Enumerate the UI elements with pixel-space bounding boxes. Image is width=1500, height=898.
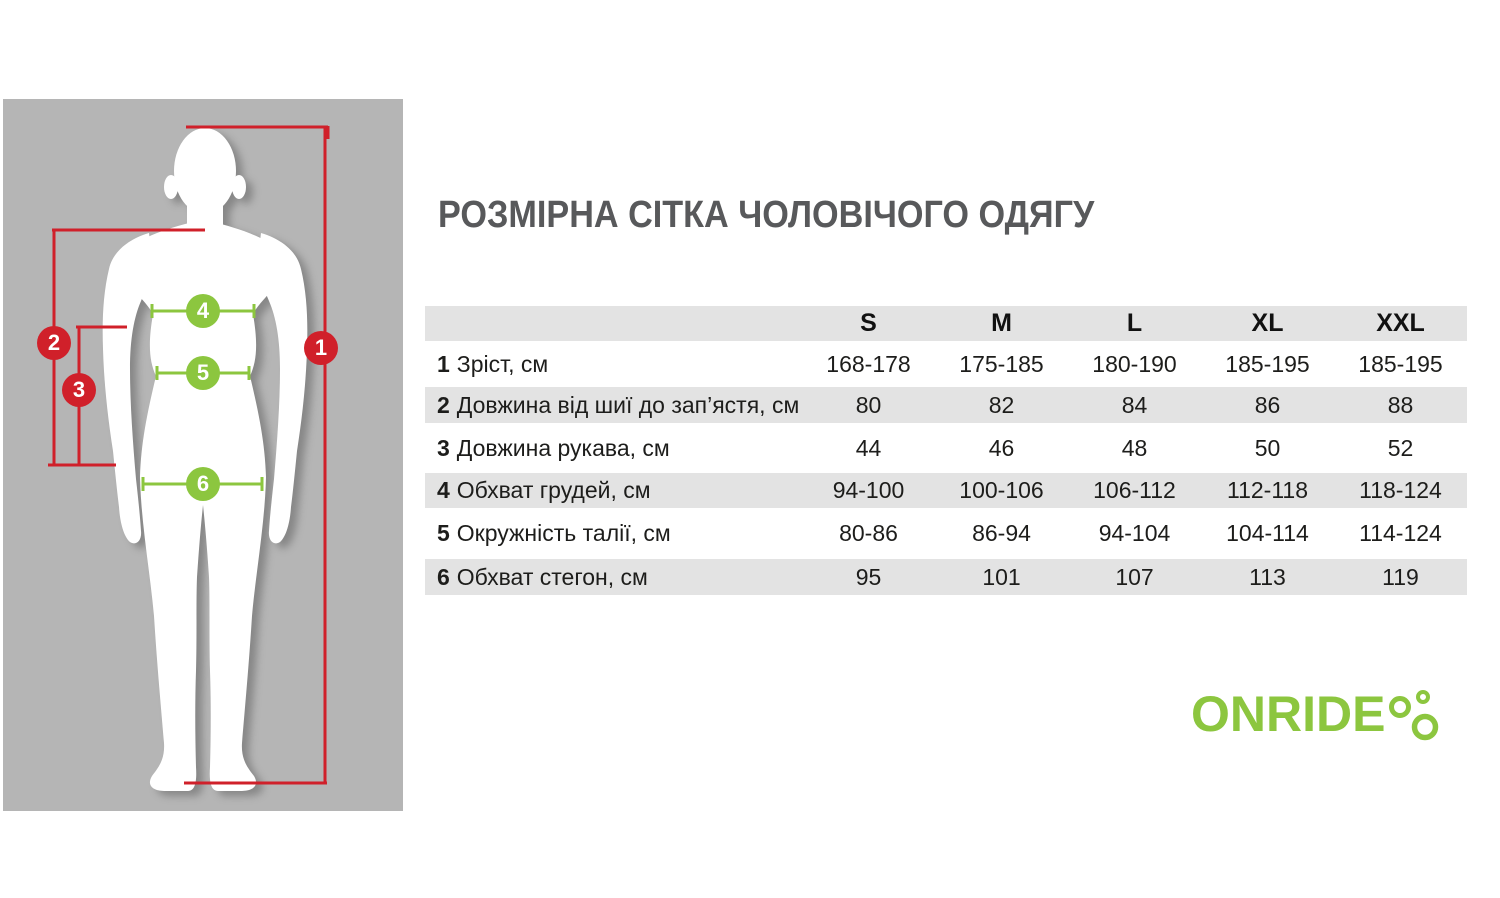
marker-1-height: 1 (304, 331, 338, 365)
cell-value: 100-106 (959, 477, 1044, 503)
row-label-text: Обхват стегон, см (456, 563, 648, 590)
table-row-sleeve (425, 423, 1467, 473)
column-header-s: S (860, 309, 877, 337)
page-title: РОЗМІРНА СІТКА ЧОЛОВІЧОГО ОДЯГУ (438, 194, 1095, 236)
cell-value: 95 (855, 563, 882, 590)
marker-2-neck-wrist: 2 (37, 326, 71, 360)
cell-value: 107 (1115, 563, 1154, 590)
row-label-text: Окружність талії, см (456, 520, 671, 546)
onride-logo-text: ONRIDE (1191, 686, 1386, 742)
row-label (425, 477, 802, 504)
onride-logo-rings-icon (1388, 688, 1448, 746)
cell-value: 112-118 (1227, 477, 1308, 503)
onride-logo (1191, 684, 1448, 746)
row-number: 3 (437, 434, 450, 461)
cell-value: 119 (1382, 563, 1419, 590)
cell-value: 86-94 (972, 520, 1031, 546)
table-row-height (425, 341, 1467, 387)
row-label (425, 351, 802, 378)
cell-value: 84 (1121, 391, 1148, 418)
cell-value: 86 (1254, 391, 1281, 418)
row-number: 1 (437, 350, 450, 377)
body-diagram-panel (3, 99, 403, 811)
cell-value: 94-104 (1098, 520, 1171, 546)
body-silhouette (103, 128, 308, 791)
cell-value: 185-195 (1225, 350, 1310, 377)
cell-value: 44 (855, 434, 882, 461)
row-label (425, 520, 802, 547)
cell-value: 118-124 (1359, 477, 1442, 503)
table-header-row (425, 306, 1467, 341)
cell-value: 88 (1387, 391, 1414, 418)
cell-value: 185-195 (1358, 350, 1443, 377)
cell-value: 50 (1254, 434, 1281, 461)
cell-value: 101 (982, 563, 1021, 590)
body-diagram (3, 99, 403, 811)
row-number: 2 (437, 391, 450, 418)
cell-value: 52 (1387, 434, 1414, 461)
cell-value: 106-112 (1093, 477, 1176, 503)
marker-4-chest: 4 (186, 294, 220, 328)
cell-value: 104-114 (1226, 520, 1309, 546)
cell-value: 175-185 (959, 350, 1044, 377)
cell-value: 180-190 (1092, 350, 1177, 377)
row-label (425, 564, 802, 591)
column-header-xl: XL (1251, 309, 1284, 337)
row-label (425, 392, 802, 419)
size-table (425, 306, 1467, 595)
row-label-text: Довжина від шиї до зап’ястя, см (456, 391, 800, 418)
column-header-m: M (991, 309, 1012, 337)
column-header-l: L (1126, 309, 1143, 337)
row-label (425, 435, 802, 462)
cell-value: 113 (1249, 563, 1286, 590)
row-number: 4 (437, 477, 450, 503)
marker-6-hips: 6 (186, 467, 220, 501)
column-header-xxl: XXL (1376, 309, 1425, 337)
marker-3-sleeve: 3 (62, 373, 96, 407)
row-label-text: Довжина рукава, см (456, 434, 670, 461)
cell-value: 46 (988, 434, 1015, 461)
table-row-neck-wrist (425, 387, 1467, 423)
row-label-text: Зріст, см (456, 350, 549, 377)
cell-value: 80 (855, 391, 882, 418)
cell-value: 114-124 (1359, 520, 1442, 546)
table-row-chest (425, 473, 1467, 508)
marker-5-waist: 5 (186, 356, 220, 390)
row-label-text: Обхват грудей, см (456, 477, 651, 503)
cell-value: 48 (1121, 434, 1148, 461)
cell-value: 80-86 (839, 520, 898, 546)
row-number: 6 (437, 563, 450, 590)
table-row-hips (425, 559, 1467, 595)
cell-value: 168-178 (826, 350, 911, 377)
table-row-waist (425, 508, 1467, 559)
cell-value: 94-100 (832, 477, 905, 503)
row-number: 5 (437, 520, 450, 546)
cell-value: 82 (988, 391, 1015, 418)
